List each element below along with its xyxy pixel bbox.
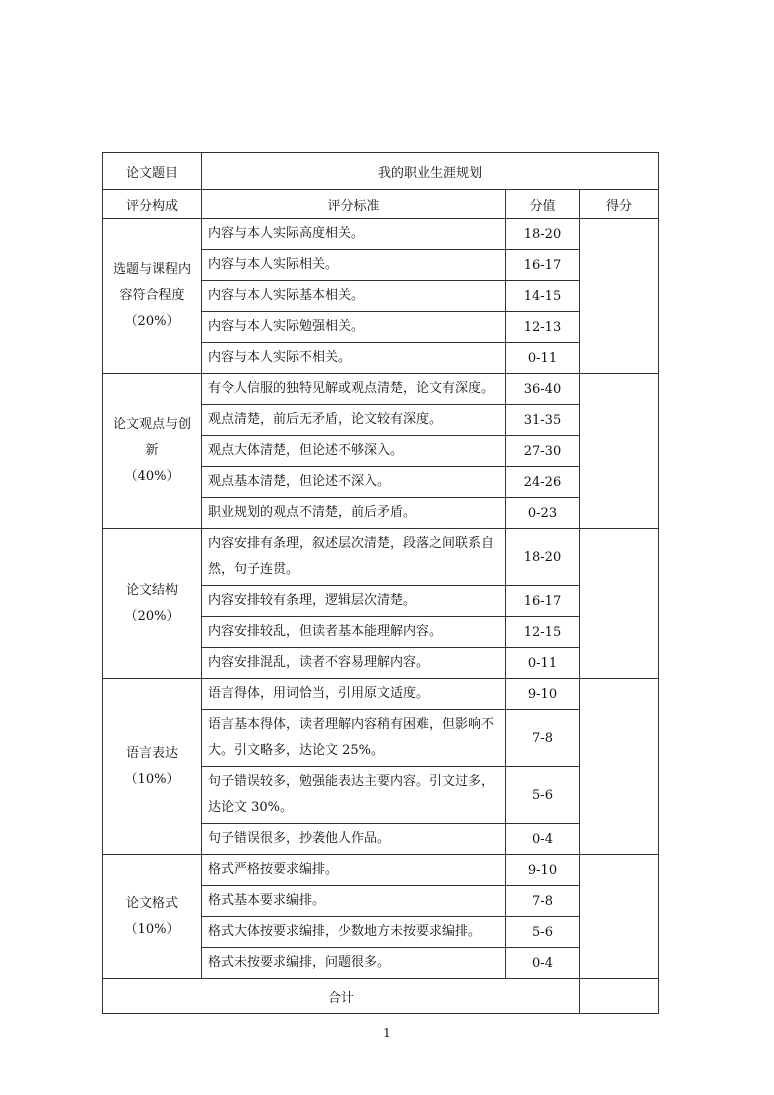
title-row <box>103 153 659 190</box>
score-range: 12-13 <box>506 312 580 343</box>
criterion-text: 观点大体清楚，但论述不够深入。 <box>202 436 506 467</box>
criterion-text: 格式严格按要求编排。 <box>202 855 506 886</box>
score-range: 5-6 <box>506 767 580 824</box>
criterion-text: 语言得体，用词恰当，引用原文适度。 <box>202 679 506 710</box>
criterion-text: 内容与本人实际相关。 <box>202 250 506 281</box>
category-weight: （10%） <box>124 921 180 937</box>
score-range: 0-4 <box>506 824 580 855</box>
category-weight: （40%） <box>124 469 180 484</box>
criterion-text: 内容安排较有条理，逻辑层次清楚。 <box>202 586 506 617</box>
category-weight: （20%） <box>124 314 180 329</box>
header-score-range: 分值 <box>506 190 580 219</box>
criterion-text: 观点清楚，前后无矛盾，论文较有深度。 <box>202 405 506 436</box>
criterion-text: 格式未按要求编排，问题很多。 <box>202 948 506 979</box>
criterion-text: 职业规划的观点不清楚，前后矛盾。 <box>202 498 506 529</box>
criterion-text: 有令人信服的独特见解或观点清楚，论文有深度。 <box>202 374 506 405</box>
score-range: 0-11 <box>506 648 580 679</box>
criterion-text: 内容与本人实际勉强相关。 <box>202 312 506 343</box>
score-range: 9-10 <box>506 855 580 886</box>
score-range: 24-26 <box>506 467 580 498</box>
score-range: 12-15 <box>506 617 580 648</box>
criterion-text: 内容安排较乱，但读者基本能理解内容。 <box>202 617 506 648</box>
score-range: 16-17 <box>506 250 580 281</box>
score-input-cell[interactable] <box>580 374 659 529</box>
category-cell <box>103 679 202 855</box>
criterion-row <box>103 855 659 886</box>
score-range: 7-8 <box>506 886 580 917</box>
header-score: 得分 <box>580 190 659 219</box>
title-value: 我的职业生涯规划 <box>202 153 659 190</box>
criterion-text: 内容安排有条理，叙述层次清楚，段落之间联系自然，句子连贯。 <box>202 529 506 586</box>
header-criteria: 评分标准 <box>202 190 506 219</box>
criterion-text: 内容与本人实际基本相关。 <box>202 281 506 312</box>
criterion-row <box>103 219 659 250</box>
score-range: 18-20 <box>506 219 580 250</box>
score-range: 36-40 <box>506 374 580 405</box>
score-range: 27-30 <box>506 436 580 467</box>
category-name: 选题与课程内容符合程度 <box>112 262 191 303</box>
criterion-text: 内容与本人实际不相关。 <box>202 343 506 374</box>
category-name: 语言表达 <box>125 745 178 761</box>
score-range: 0-23 <box>506 498 580 529</box>
total-label: 合计 <box>103 979 580 1014</box>
category-cell <box>103 529 202 679</box>
criterion-row <box>103 529 659 586</box>
category-weight: （10%） <box>124 771 180 787</box>
criterion-text: 格式大体按要求编排，少数地方未按要求编排。 <box>202 917 506 948</box>
score-range: 9-10 <box>506 679 580 710</box>
criterion-text: 语言基本得体，读者理解内容稍有困难，但影响不大。引文略多，达论文 25%。 <box>202 710 506 767</box>
total-row <box>103 979 659 1014</box>
score-range: 14-15 <box>506 281 580 312</box>
category-cell <box>103 855 202 979</box>
category-name: 论文观点与创新 <box>112 417 191 458</box>
criterion-row <box>103 374 659 405</box>
score-range: 0-4 <box>506 948 580 979</box>
score-input-cell[interactable] <box>580 679 659 855</box>
criterion-text: 观点基本清楚，但论述不深入。 <box>202 467 506 498</box>
category-cell <box>103 374 202 529</box>
score-input-cell[interactable] <box>580 219 659 374</box>
criterion-row <box>103 679 659 710</box>
score-input-cell[interactable] <box>580 529 659 679</box>
header-component: 评分构成 <box>103 190 202 219</box>
column-header-row <box>103 190 659 219</box>
criterion-text: 句子错误很多，抄袭他人作品。 <box>202 824 506 855</box>
criterion-text: 格式基本要求编排。 <box>202 886 506 917</box>
category-name: 论文格式 <box>125 895 178 911</box>
rubric-body <box>103 153 659 1014</box>
score-range: 18-20 <box>506 529 580 586</box>
score-range: 31-35 <box>506 405 580 436</box>
category-weight: （20%） <box>124 608 180 624</box>
grading-rubric-table <box>102 152 659 1014</box>
score-input-cell[interactable] <box>580 855 659 979</box>
category-name: 论文结构 <box>125 582 178 598</box>
title-label: 论文题目 <box>103 153 202 190</box>
total-score-cell[interactable] <box>580 979 659 1014</box>
score-range: 0-11 <box>506 343 580 374</box>
score-range: 5-6 <box>506 917 580 948</box>
page-number: 1 <box>383 1026 391 1040</box>
category-cell <box>103 219 202 374</box>
score-range: 16-17 <box>506 586 580 617</box>
criterion-text: 句子错误较多，勉强能表达主要内容。引文过多，达论文 30%。 <box>202 767 506 824</box>
criterion-text: 内容安排混乱，读者不容易理解内容。 <box>202 648 506 679</box>
score-range: 7-8 <box>506 710 580 767</box>
criterion-text: 内容与本人实际高度相关。 <box>202 219 506 250</box>
